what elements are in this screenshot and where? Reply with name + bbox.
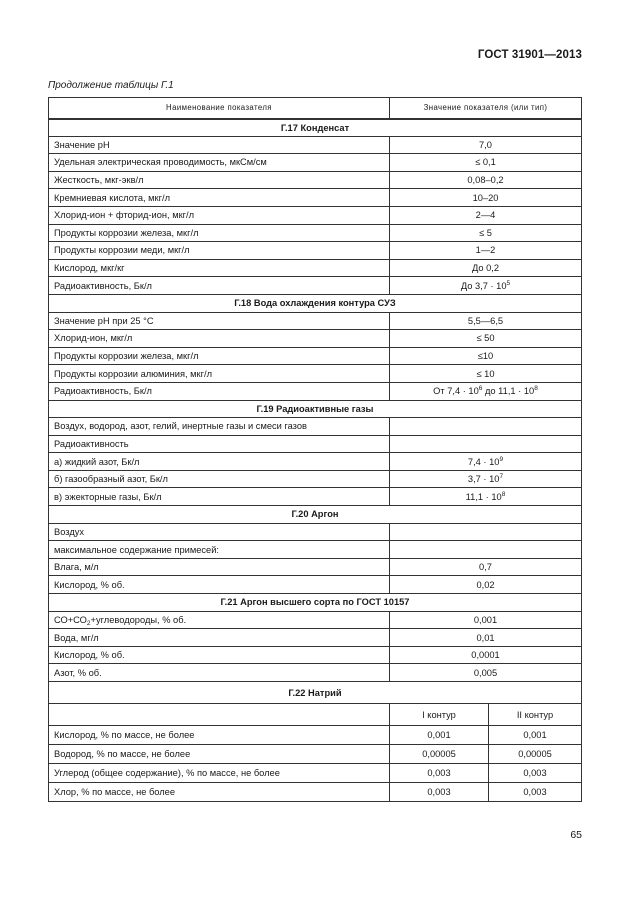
column-header-name: Наименование показателя — [49, 98, 390, 119]
column-header-circuit-2: II контур — [489, 704, 582, 726]
table-row — [49, 726, 582, 745]
value-exponent: 9 — [499, 455, 504, 463]
table-row — [49, 783, 582, 802]
indicator-value — [390, 488, 582, 506]
indicator-value — [390, 541, 582, 559]
indicator-name: Хлорид-ион, мкг/л — [49, 330, 390, 348]
indicator-value: ≤ 5 — [390, 224, 582, 242]
section-title: Г.19 Радиоактивные газы — [49, 400, 582, 418]
indicator-name: Водород, % по массе, не более — [49, 745, 390, 764]
indicator-value: ≤ 0,1 — [390, 154, 582, 172]
table-row — [49, 330, 582, 348]
indicator-value: 2—4 — [390, 206, 582, 224]
circuit-2-value: 0,003 — [489, 783, 582, 802]
table-row — [49, 136, 582, 154]
indicator-value — [390, 418, 582, 436]
value-exponent: 8 — [501, 490, 506, 498]
table-row — [49, 764, 582, 783]
table-row — [49, 745, 582, 764]
table-row — [49, 523, 582, 541]
table-row — [49, 224, 582, 242]
indicator-value: 1—2 — [390, 242, 582, 260]
section-header-row — [49, 400, 582, 418]
section-title: Г.21 Аргон высшего сорта по ГОСТ 10157 — [49, 594, 582, 612]
indicator-value: 10–20 — [390, 189, 582, 207]
section-header-row — [49, 294, 582, 312]
indicator-value: 0,001 — [390, 611, 582, 629]
table-row — [49, 242, 582, 260]
indicator-name: Хлор, % по массе, не более — [49, 783, 390, 802]
indicator-value: ≤ 50 — [390, 330, 582, 348]
subheader-row — [49, 704, 582, 726]
indicator-name: Кремниевая кислота, мкг/л — [49, 189, 390, 207]
section-header-row — [49, 594, 582, 612]
table-row — [49, 453, 582, 471]
empty-cell — [49, 704, 390, 726]
indicator-name: Радиоактивность, Бк/л — [49, 382, 390, 400]
table-row — [49, 470, 582, 488]
table-row — [49, 365, 582, 383]
section-header-row — [49, 506, 582, 524]
indicator-value: 0,0001 — [390, 646, 582, 664]
indicator-name: Радиоактивность, Бк/л — [49, 277, 390, 295]
table-row — [49, 189, 582, 207]
column-header-circuit-1: I контур — [390, 704, 489, 726]
section-header-row — [49, 682, 582, 704]
table-row — [49, 382, 582, 400]
indicator-name: Кислород, мкг/кг — [49, 259, 390, 277]
circuit-1-value: 0,003 — [390, 764, 489, 783]
circuit-2-value: 0,001 — [489, 726, 582, 745]
table-row — [49, 576, 582, 594]
indicator-name: Воздух, водород, азот, гелий, инертные газы и смеси газов — [49, 418, 390, 436]
table-row — [49, 154, 582, 172]
value-exponent: 6 — [478, 385, 483, 393]
indicator-value — [390, 453, 582, 471]
table-row — [49, 277, 582, 295]
value-exponent: 5 — [506, 279, 511, 287]
circuit-2-value: 0,00005 — [489, 745, 582, 764]
indicator-name: б) газообразный азот, Бк/л — [49, 470, 390, 488]
indicator-value: 0,08–0,2 — [390, 171, 582, 189]
table-row — [49, 558, 582, 576]
indicator-value — [390, 382, 582, 400]
table-row — [49, 629, 582, 647]
value-text: До 3,7 · 10 — [460, 280, 507, 291]
indicator-name: Кислород, % об. — [49, 576, 390, 594]
indicator-name: Хлорид-ион + фторид-ион, мкг/л — [49, 206, 390, 224]
value-text: 3,7 · 10 — [467, 474, 500, 485]
document-code: ГОСТ 31901—2013 — [477, 49, 582, 61]
section-title: Г.17 Конденсат — [49, 119, 582, 137]
indicator-name: Радиоактивность — [49, 435, 390, 453]
indicator-value: До 0,2 — [390, 259, 582, 277]
circuit-1-value: 0,001 — [390, 726, 489, 745]
indicator-name: Кислород, % об. — [49, 646, 390, 664]
indicator-name: Воздух — [49, 523, 390, 541]
table-row — [49, 488, 582, 506]
indicator-value: 0,01 — [390, 629, 582, 647]
table-row — [49, 664, 582, 682]
indicator-name — [49, 611, 390, 629]
table-row — [49, 541, 582, 559]
indicator-name: Продукты коррозии меди, мкг/л — [49, 242, 390, 260]
table-row — [49, 418, 582, 436]
indicator-value — [390, 435, 582, 453]
indicator-value: ≤ 10 — [390, 365, 582, 383]
indicator-name: Продукты коррозии алюминия, мкг/л — [49, 365, 390, 383]
value-text: 7,4 · 10 — [467, 456, 500, 467]
indicator-value — [390, 277, 582, 295]
section-title: Г.18 Вода охлаждения контура СУЗ — [49, 294, 582, 312]
indicator-name: Значение рН — [49, 136, 390, 154]
indicator-name: Продукты коррозии железа, мкг/л — [49, 347, 390, 365]
value-exponent: 8 — [534, 385, 538, 393]
name-text: +углеводороды, % об. — [90, 614, 187, 625]
indicator-name: Влага, м/л — [49, 558, 390, 576]
section-title: Г.20 Аргон — [49, 506, 582, 524]
circuit-2-value: 0,003 — [489, 764, 582, 783]
indicator-name: Продукты коррозии железа, мкг/л — [49, 224, 390, 242]
indicator-name: Углерод (общее содержание), % по массе, не более — [49, 764, 390, 783]
indicator-name: Удельная электрическая проводимость, мкСм/см — [49, 154, 390, 172]
indicator-name: максимальное содержание примесей: — [49, 541, 390, 559]
circuit-1-value: 0,00005 — [390, 745, 489, 764]
table-row — [49, 312, 582, 330]
value-exponent: 7 — [499, 473, 504, 481]
indicator-value: 5,5—6,5 — [390, 312, 582, 330]
indicator-name: Кислород, % по массе, не более — [49, 726, 390, 745]
indicator-value: 0,005 — [390, 664, 582, 682]
indicator-value: 0,7 — [390, 558, 582, 576]
table-row — [49, 646, 582, 664]
indicator-value — [390, 470, 582, 488]
value-text: 11,1 · 10 — [465, 491, 502, 502]
column-header-value: Значение показателя (или тип) — [390, 98, 582, 119]
indicator-value: 7,0 — [390, 136, 582, 154]
indicator-value: 0,02 — [390, 576, 582, 594]
name-text: СО+СО — [54, 614, 87, 625]
name-subscript: 2 — [86, 619, 91, 627]
circuit-1-value: 0,003 — [390, 783, 489, 802]
table-row — [49, 435, 582, 453]
table-header-row — [49, 98, 582, 119]
section-header-row — [49, 119, 582, 137]
table-row — [49, 206, 582, 224]
indicator-name: Вода, мг/л — [49, 629, 390, 647]
section-title: Г.22 Натрий — [49, 682, 582, 704]
indicator-name: Жесткость, мкг-экв/л — [49, 171, 390, 189]
value-text: От 7,4 · 10 — [433, 386, 479, 397]
indicator-name: Значение рН при 25 °С — [49, 312, 390, 330]
indicator-name: в) эжекторные газы, Бк/л — [49, 488, 390, 506]
indicator-table — [48, 97, 582, 802]
table-row — [49, 171, 582, 189]
table-row — [49, 259, 582, 277]
indicator-name: Азот, % об. — [49, 664, 390, 682]
table-caption: Продолжение таблицы Г.1 — [48, 80, 174, 91]
indicator-name: а) жидкий азот, Бк/л — [49, 453, 390, 471]
table-row — [49, 611, 582, 629]
indicator-value — [390, 523, 582, 541]
page-number: 65 — [570, 829, 582, 841]
indicator-value: ≤10 — [390, 347, 582, 365]
table-row — [49, 347, 582, 365]
value-text: до 11,1 · 10 — [482, 386, 535, 397]
